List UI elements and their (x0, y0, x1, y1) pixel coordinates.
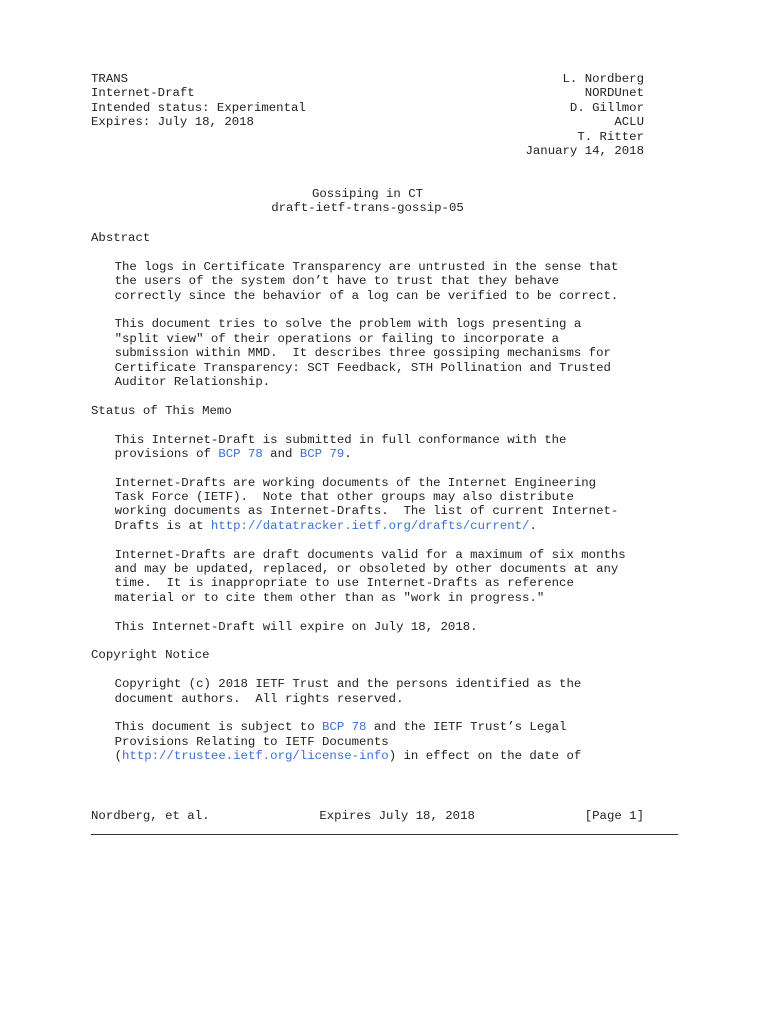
bcp79-link[interactable]: BCP 79 (299, 446, 345, 461)
status-heading: Status of This Memo (91, 403, 232, 418)
bcp78-link[interactable]: BCP 78 (218, 446, 263, 461)
draft-name: draft-ietf-trans-gossip-05 (271, 201, 464, 216)
text-line: The logs in Certificate Transparency are untrusted in the sense that (114, 259, 619, 274)
text-line: material or to cite them other than as "work in progress." (114, 590, 545, 605)
text-span: ) in effect on the date of (388, 749, 582, 764)
copyright-paragraph (115, 677, 691, 706)
text-line: Copyright (c) 2018 IETF Trust and the persons identified as the (114, 677, 582, 692)
text-span: provisions of (114, 446, 219, 461)
header-left-text: Expires: July 18, 2018 (91, 115, 254, 130)
header-right-text: D. Gillmor (569, 100, 644, 115)
abstract-heading: Abstract (91, 231, 151, 245)
text-line: working documents as Internet-Drafts. The list of current Internet- (114, 504, 619, 519)
text-line: the users of the system don’t have to trust that they behave (114, 274, 560, 289)
text-line (115, 720, 691, 734)
text-line: document authors. All rights reserved. (114, 691, 404, 706)
status-paragraph (115, 476, 691, 534)
text-span: . (344, 446, 352, 461)
text-line: Internet-Drafts are working documents of the Internet Engineering (114, 475, 597, 490)
drafts-current-link[interactable]: http://datatracker.ietf.org/drafts/current/ (210, 518, 530, 533)
text-span: and (262, 446, 300, 461)
text-line: "split view" of their operations or failing to incorporate a (114, 331, 560, 346)
text-span: and the IETF Trust’s Legal (366, 720, 567, 735)
text-line (115, 749, 691, 763)
footer-expires: Expires July 18, 2018 (319, 809, 475, 823)
status-paragraph (115, 620, 691, 634)
abstract-paragraph (115, 317, 691, 389)
status-paragraph (115, 433, 691, 462)
license-info-link[interactable]: http://trustee.ietf.org/license-info (122, 749, 389, 764)
header-row (91, 144, 644, 158)
header-right-text: January 14, 2018 (525, 143, 644, 158)
text-line: correctly since the behavior of a log can be verified to be correct. (114, 288, 619, 303)
text-line: Auditor Relationship. (114, 374, 271, 389)
text-line: submission within MMD. It describes three gossiping mechanisms for (114, 346, 611, 361)
footer-page-number: [Page 1] (584, 809, 644, 823)
text-span: Drafts is at (114, 518, 211, 533)
text-span: This document is subject to (114, 720, 323, 735)
document-header (91, 72, 644, 158)
document-body (91, 231, 691, 764)
copyright-paragraph (115, 720, 691, 763)
footer-divider (91, 834, 678, 835)
document-title: Gossiping in CT (311, 187, 424, 201)
header-right-text: L. Nordberg (562, 72, 644, 86)
page-footer (91, 809, 644, 823)
header-right-text: ACLU (614, 115, 644, 130)
header-row (91, 72, 644, 86)
header-left-text: Internet-Draft (91, 86, 195, 101)
text-line: Task Force (IETF). Note that other groups may also distribute (114, 490, 574, 505)
header-row (91, 115, 644, 129)
abstract-paragraph (115, 260, 691, 303)
text-line: time. It is inappropriate to use Internet-Drafts as reference (114, 576, 574, 591)
header-row (91, 86, 644, 100)
header-row (91, 130, 644, 144)
status-paragraph (115, 548, 691, 606)
text-span: ( (114, 749, 123, 764)
text-line: Internet-Drafts are draft documents valid for a maximum of six months (114, 547, 626, 562)
header-row (91, 101, 644, 115)
text-line (115, 447, 691, 461)
copyright-heading: Copyright Notice (91, 648, 210, 663)
text-line: Certificate Transparency: SCT Feedback, STH Pollination and Trusted (114, 360, 611, 375)
bcp78-link[interactable]: BCP 78 (322, 720, 367, 735)
text-line: This Internet-Draft is submitted in full conformance with the (114, 432, 567, 447)
header-left-text: TRANS (91, 72, 129, 86)
text-line: This document tries to solve the problem with logs presenting a (114, 317, 582, 332)
text-line: This Internet-Draft will expire on July 18, 2018. (114, 619, 478, 634)
header-left-text: Intended status: Experimental (91, 100, 306, 115)
text-line: Provisions Relating to IETF Documents (114, 734, 389, 749)
text-line (115, 519, 691, 533)
footer-authors: Nordberg, et al. (91, 809, 210, 823)
text-span: . (529, 518, 537, 533)
text-line: and may be updated, replaced, or obsoleted by other documents at any (114, 562, 619, 577)
header-right-text: NORDUnet (584, 86, 644, 101)
title-block (91, 187, 644, 216)
header-right-text: T. Ritter (577, 129, 644, 144)
